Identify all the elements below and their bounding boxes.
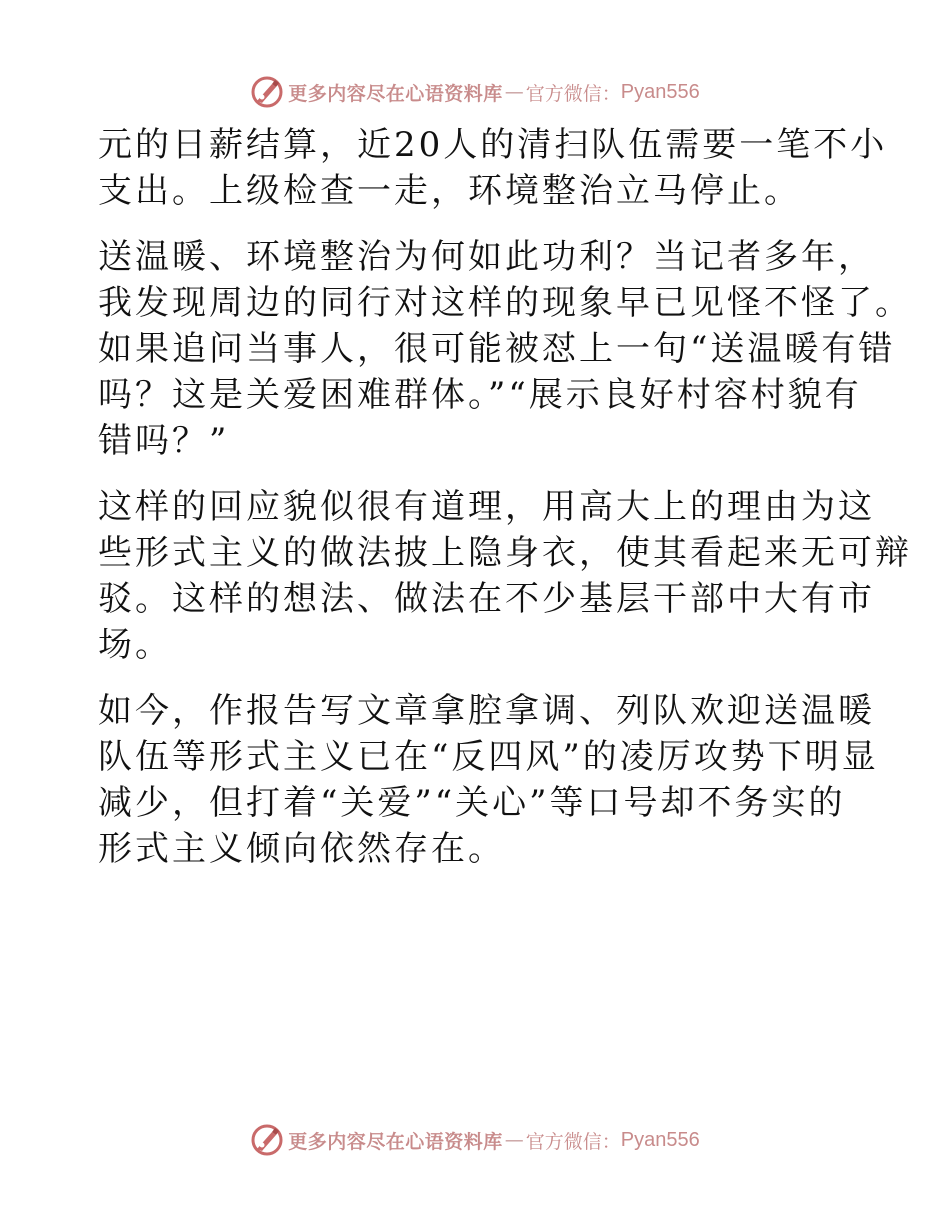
text-line: 这样的回应貌似很有道理，用高大上的理由为这 [98, 487, 875, 527]
watermark-wechat-id: Pyan556 [620, 1128, 700, 1151]
text-line: 错吗？” [98, 421, 230, 461]
document-body [98, 122, 912, 892]
text-line: 送温暖、环境整治为何如此功利？当记者多年， [98, 237, 875, 277]
text-line: 吗？这是关爱困难群体。”“展示良好村容村貌有 [98, 375, 862, 415]
footer-watermark [0, 1120, 950, 1160]
text-line: 减少，但打着“关爱”“关心”等口号却不务实的 [98, 783, 846, 823]
header-watermark [0, 72, 950, 112]
watermark-dash: — [504, 1129, 524, 1151]
text-line: 支出。上级检查一走，环境整治立马停止。 [98, 171, 801, 211]
watermark-official-label: 官方微信： [525, 1130, 621, 1153]
text-line: 如今，作报告写文章拿腔拿调、列队欢迎送温暖 [98, 691, 875, 731]
text-line: 些形式主义的做法披上隐身衣，使其看起来无可辩 [98, 533, 912, 573]
text-line: 场。 [98, 625, 172, 665]
watermark-site-text: 更多内容尽在心语资料库 [288, 1130, 503, 1153]
paragraph-2 [98, 234, 912, 464]
watermark-dash: — [504, 81, 524, 103]
paragraph-1 [98, 122, 888, 214]
text-line: 我发现周边的同行对这样的现象早已见怪不怪了。 [98, 283, 912, 323]
pen-logo-icon [250, 1123, 284, 1157]
paragraph-4 [98, 688, 879, 872]
text-line: 如果追问当事人，很可能被怼上一句“送温暖有错 [98, 329, 896, 369]
text-line: 驳。这样的想法、做法在不少基层干部中大有市 [98, 579, 875, 619]
text-line: 形式主义倾向依然存在。 [98, 829, 505, 869]
pen-logo-icon [250, 75, 284, 109]
watermark-official-label: 官方微信： [525, 82, 621, 105]
watermark-wechat-id: Pyan556 [620, 80, 700, 103]
text-line: 元的日薪结算，近20人的清扫队伍需要一笔不小 [98, 125, 888, 165]
text-line: 队伍等形式主义已在“反四风”的凌厉攻势下明显 [98, 737, 879, 777]
watermark-site-text: 更多内容尽在心语资料库 [288, 82, 503, 105]
paragraph-3 [98, 484, 912, 668]
